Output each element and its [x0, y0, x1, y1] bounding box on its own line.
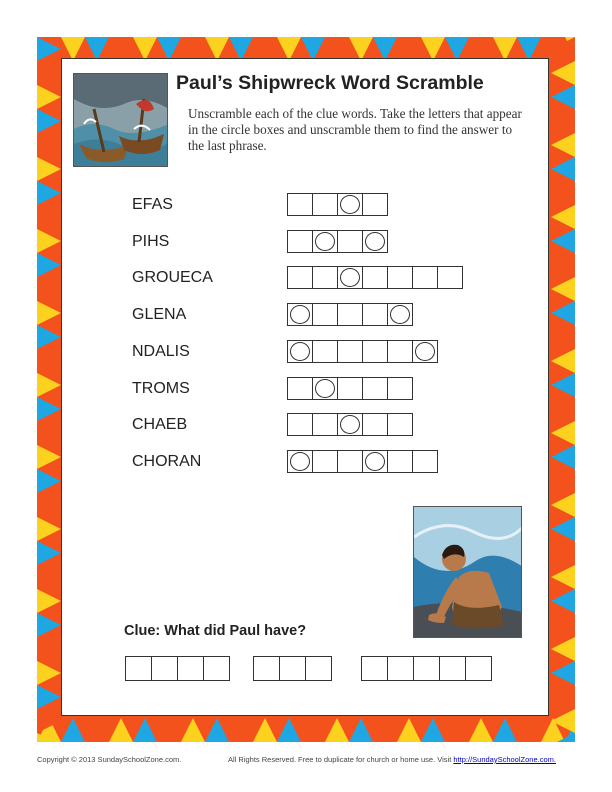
border-triangle: [551, 229, 575, 253]
border-triangle: [37, 109, 61, 133]
border-triangle: [551, 301, 575, 325]
scrambled-word: GROUECA: [132, 269, 213, 287]
border-triangle: [37, 85, 61, 109]
border-triangle: [551, 373, 575, 397]
border-triangle: [61, 718, 85, 742]
border-triangle: [109, 718, 133, 742]
border-triangle: [37, 349, 61, 373]
letter-box[interactable]: [437, 266, 463, 289]
border-triangle: [37, 421, 61, 445]
border-triangle: [551, 685, 575, 709]
border-triangle: [37, 277, 61, 301]
border-triangle: [551, 109, 575, 133]
scrambled-word: PIHS: [132, 232, 170, 250]
border-triangle: [37, 229, 61, 253]
letter-box[interactable]: [312, 266, 338, 289]
border-triangle: [325, 718, 349, 742]
circled-letter-box[interactable]: [362, 230, 388, 253]
letter-box[interactable]: [362, 193, 388, 216]
letter-box[interactable]: [312, 413, 338, 436]
border-triangle: [85, 718, 109, 742]
circled-letter-box[interactable]: [312, 377, 338, 400]
border-triangle: [37, 397, 61, 421]
border-triangle: [551, 421, 575, 445]
footer-copyright: Copyright © 2013 SundaySchoolZone.com.: [37, 755, 182, 764]
clue-text: Clue: What did Paul have?: [124, 623, 307, 639]
letter-box[interactable]: [337, 340, 363, 363]
border-triangle: [37, 181, 61, 205]
circled-letter-box[interactable]: [287, 303, 313, 326]
letter-box-row: [287, 266, 462, 289]
scrambled-word: NDALIS: [132, 342, 190, 360]
border-triangle: [37, 493, 61, 517]
footer-rights-text: All Rights Reserved. Free to duplicate for church or home use. Visit: [228, 755, 454, 764]
border-triangle: [551, 493, 575, 517]
answer-letter-box[interactable]: [465, 656, 492, 681]
answer-letter-box[interactable]: [413, 656, 440, 681]
border-triangle: [445, 718, 469, 742]
letter-box[interactable]: [362, 303, 388, 326]
border-triangle: [253, 718, 277, 742]
letter-box[interactable]: [312, 450, 338, 473]
letter-box[interactable]: [337, 450, 363, 473]
letter-box-row: [287, 303, 412, 326]
answer-letter-box[interactable]: [203, 656, 230, 681]
letter-box[interactable]: [362, 340, 388, 363]
border-triangle: [37, 613, 61, 637]
circled-letter-box[interactable]: [287, 450, 313, 473]
letter-box[interactable]: [387, 377, 413, 400]
letter-box-row: [287, 450, 437, 473]
letter-box[interactable]: [362, 266, 388, 289]
footer-rights: [228, 755, 556, 764]
letter-box-row: [287, 340, 437, 363]
border-triangle: [37, 517, 61, 541]
answer-letter-box[interactable]: [361, 656, 388, 681]
answer-letter-box[interactable]: [125, 656, 152, 681]
answer-letter-box[interactable]: [439, 656, 466, 681]
border-triangle: [551, 253, 575, 277]
letter-box-row: [287, 230, 387, 253]
letter-box[interactable]: [387, 450, 413, 473]
border-triangle: [157, 718, 181, 742]
border-triangle: [551, 589, 575, 613]
scrambled-word: EFAS: [132, 196, 173, 213]
answer-letter-box[interactable]: [177, 656, 204, 681]
answer-word-group: [361, 656, 491, 681]
circled-letter-box[interactable]: [362, 450, 388, 473]
border-triangle: [37, 301, 61, 325]
letter-box[interactable]: [387, 413, 413, 436]
letter-box[interactable]: [337, 303, 363, 326]
border-triangle: [37, 589, 61, 613]
border-triangle: [551, 469, 575, 493]
border-triangle: [205, 718, 229, 742]
letter-box[interactable]: [312, 340, 338, 363]
border-triangle: [37, 661, 61, 685]
scrambled-word: CHAEB: [132, 416, 188, 434]
letter-box-row: [287, 193, 387, 216]
border-triangle: [37, 445, 61, 469]
border-triangle: [229, 718, 253, 742]
letter-box[interactable]: [362, 413, 388, 436]
circled-letter-box[interactable]: [412, 340, 438, 363]
border-triangle: [37, 253, 61, 277]
answer-letter-box[interactable]: [151, 656, 178, 681]
border-triangle: [277, 718, 301, 742]
border-triangle: [551, 157, 575, 181]
letter-box[interactable]: [312, 193, 338, 216]
border-triangle: [37, 469, 61, 493]
letter-box[interactable]: [287, 230, 313, 253]
kneeling-paul-icon: [413, 506, 522, 638]
letter-box[interactable]: [287, 193, 313, 216]
letter-box-row: [287, 413, 412, 436]
letter-box[interactable]: [287, 266, 313, 289]
letter-box[interactable]: [312, 303, 338, 326]
border-triangle: [37, 133, 61, 157]
border-triangle: [551, 517, 575, 541]
border-triangle: [551, 325, 575, 349]
border-triangle: [37, 61, 61, 85]
border-triangle: [373, 718, 397, 742]
border-triangle: [349, 718, 373, 742]
border-triangle: [421, 718, 445, 742]
circled-letter-box[interactable]: [287, 340, 313, 363]
border-triangle: [551, 637, 575, 661]
border-triangle: [397, 718, 421, 742]
answer-letter-box[interactable]: [253, 656, 280, 681]
answer-word-group: [253, 656, 331, 681]
border-triangle: [551, 445, 575, 469]
border-triangle: [493, 718, 517, 742]
border-triangle: [551, 277, 575, 301]
instructions-text: Unscramble each of the clue words. Take the letters that appear in the circle boxes and unscramble them to find the answer to the last phrase.: [188, 106, 522, 153]
circled-letter-box[interactable]: [387, 303, 413, 326]
shipwreck-boat-icon: [73, 73, 168, 167]
border-triangle: [551, 541, 575, 565]
border-triangle: [37, 157, 61, 181]
letter-box-row: [287, 377, 412, 400]
letter-box[interactable]: [337, 230, 363, 253]
border-triangle: [37, 205, 61, 229]
border-triangle: [551, 349, 575, 373]
border-triangle: [517, 718, 541, 742]
answer-letter-box[interactable]: [279, 656, 306, 681]
letter-box[interactable]: [287, 377, 313, 400]
letter-box[interactable]: [412, 266, 438, 289]
border-triangle: [551, 133, 575, 157]
answer-letter-box[interactable]: [387, 656, 414, 681]
footer-link[interactable]: http://SundaySchoolZone.com.: [453, 755, 556, 764]
answer-word-group: [125, 656, 229, 681]
scrambled-word: GLENA: [132, 306, 187, 324]
border-triangle: [37, 541, 61, 565]
letter-box[interactable]: [337, 377, 363, 400]
border-triangle: [469, 718, 493, 742]
circled-letter-box[interactable]: [312, 230, 338, 253]
border-triangle: [181, 718, 205, 742]
letter-box[interactable]: [387, 340, 413, 363]
border-triangle: [37, 565, 61, 589]
border-triangle: [37, 637, 61, 661]
border-triangle: [551, 613, 575, 637]
scrambled-word: CHORAN: [132, 452, 202, 470]
border-triangle: [301, 718, 325, 742]
letter-box[interactable]: [412, 450, 438, 473]
border-triangle: [37, 685, 61, 709]
border-triangle: [551, 565, 575, 589]
border-triangle: [37, 373, 61, 397]
letter-box[interactable]: [387, 266, 413, 289]
circled-letter-box[interactable]: [337, 413, 363, 436]
border-triangle: [551, 661, 575, 685]
letter-box[interactable]: [287, 413, 313, 436]
border-triangle: [551, 85, 575, 109]
border-triangle: [37, 325, 61, 349]
scrambled-word: TROMS: [132, 379, 190, 397]
border-triangle: [133, 718, 157, 742]
letter-box[interactable]: [362, 377, 388, 400]
border-triangle: [551, 205, 575, 229]
border-triangle: [551, 181, 575, 205]
circled-letter-box[interactable]: [337, 193, 363, 216]
page-title: Paul’s Shipwreck Word Scramble: [176, 72, 484, 94]
border-triangle: [551, 61, 575, 85]
border-triangle: [551, 397, 575, 421]
circled-letter-box[interactable]: [337, 266, 363, 289]
answer-letter-box[interactable]: [305, 656, 332, 681]
